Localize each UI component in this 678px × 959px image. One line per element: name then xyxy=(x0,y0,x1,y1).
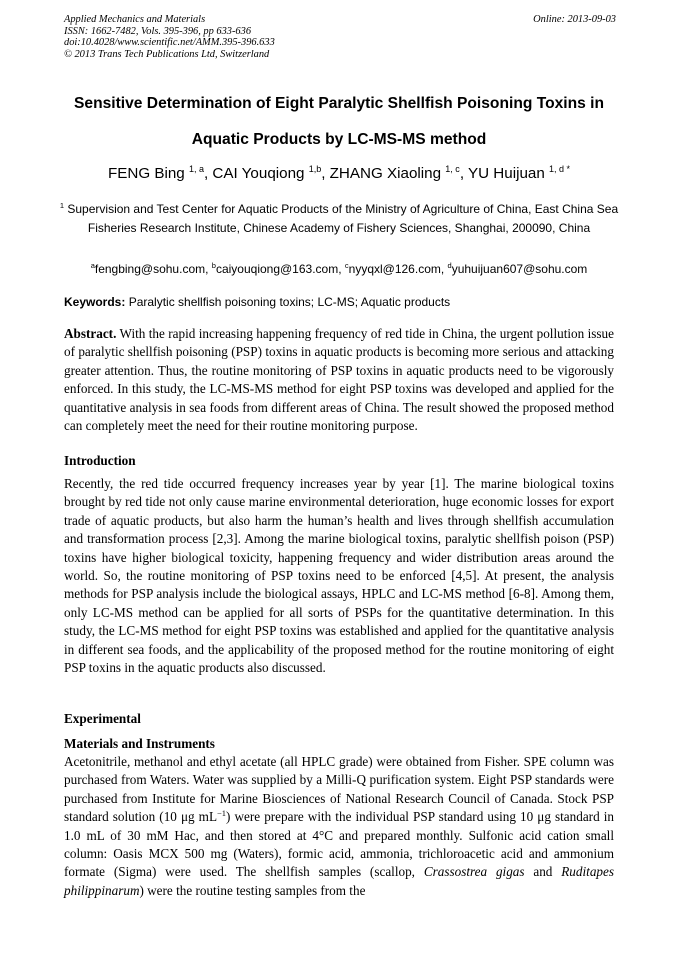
species-ruditapes: Ruditapes philippinarum xyxy=(64,864,614,898)
author-2: , CAI Youqiong xyxy=(203,165,309,182)
email-c-sup: c xyxy=(344,261,349,270)
affiliation-sup: 1 xyxy=(59,201,65,210)
journal-name: Applied Mechanics and Materials xyxy=(64,14,206,25)
email-a: fengbing@sohu.com, xyxy=(94,262,212,276)
author-1: FENG Bing xyxy=(107,165,189,182)
materials-heading: Materials and Instruments xyxy=(64,736,215,751)
email-a-sup: a xyxy=(90,261,95,270)
keywords xyxy=(64,293,616,311)
issn-line: ISSN: 1662-7482, Vols. 395-396, pp 633-636 xyxy=(64,25,252,37)
author-3-sup: 1, c xyxy=(445,164,460,174)
paper-title xyxy=(40,86,638,158)
journal-header xyxy=(64,14,616,60)
title-line-1: Sensitive Determination of Eight Paralytic Shellfish Poisoning Toxins in xyxy=(74,95,604,112)
experimental-heading: Experimental xyxy=(64,711,141,726)
materials-text-2: ) were prepare with the individual PSP standard using 10 μg standard in 1.0 mL of 30 mM Hac, and then stored at 4°C and prepared monthly. Sulfonic acid cation small column: Oasis MCX 500 mg (Waters), formic acid, ammonia, trichloroacetic acid and ammonium formate (Sigma) were used. The shellfish samples (scallop, xyxy=(64,809,614,880)
email-list xyxy=(40,260,638,278)
affiliation xyxy=(56,200,622,237)
title-line-2: Aquatic Products by LC-MS-MS method xyxy=(191,131,487,148)
author-4-sup: 1, d * xyxy=(549,164,571,174)
author-1-sup: 1, a xyxy=(188,164,204,174)
unit-superscript: −1 xyxy=(217,808,227,819)
abstract-text: With the rapid increasing happening frequency of red tide in China, the urgent pollution issue of paralytic shellfish poisoning (PSP) toxins in aquatic products is becoming more serious and attacking greater attention. Thus, the routine monitoring of PSP toxins in aquatic products need to be vigorously enforced. In this study, the LC-MS-MS method for eight PSP toxins was developed and applied for the quantitative analysis in sea foods from different areas of China. The result showed the proposed method can completely meet the need for their routine monitoring purpose. xyxy=(64,326,614,434)
email-b: caiyouqiong@163.com, xyxy=(215,262,345,276)
introduction-text: Recently, the red tide occurred frequency increases year by year [1]. The marine biological toxins brought by red tide not only cause marine environmental deterioration, huge economic losses for export trade of aquatic products, but also harm the human’s health and lives through shellfish accumulation and transformation process [2,3]. Among the marine biological toxins, paralytic shellfish poison (PSP) toxins have higher biological toxicity, happening frequency and wider distribution areas around the world. So, the routine monitoring of PSP toxins need to be enforced [4,5]. At present, the analysis methods for PSP analysis include the biological assays, HPLC and LC-MS method [6-8]. Among them, only LC-MS method can be applied for all sorts of PSPs for the quantitative determination. In this study, the LC-MS method for eight PSP toxins was established and applied for the quantitative analysis in different sea foods, and the applicability of the proposed method for the routine monitoring of eight PSP toxins in the aquatic products also discussed. xyxy=(64,476,614,676)
materials-text-4: ) were the routine testing samples from the xyxy=(139,882,366,898)
email-d-sup: d xyxy=(447,261,452,270)
introduction-heading: Introduction xyxy=(64,453,136,468)
materials-text xyxy=(64,753,614,900)
author-list xyxy=(40,164,638,184)
materials-text-1: Acetonitrile, methanol and ethyl acetate (all HPLC grade) were obtained from Fisher. SPE column was purchased from Waters. Water was supplied by a Milli-Q purification system. Eight PSP standards were purchased from Institute for Marine Biosciences of National Research Council of Canada. Stock PSP standard solution (10 μg mL xyxy=(64,754,614,825)
author-2-sup: 1,b xyxy=(308,164,322,174)
online-date: Online: 2013-09-03 xyxy=(533,14,616,25)
copyright-line: © 2013 Trans Tech Publications Ltd, Switzerland xyxy=(64,48,270,60)
materials-text-3: and xyxy=(524,864,562,880)
affiliation-text: Supervision and Test Center for Aquatic Products of the Ministry of Agriculture of China, East China Sea Fisheries Research Institute, Chinese Academy of Fishery Sciences, Shanghai, 200090, China xyxy=(64,202,619,235)
email-d: yuhuijuan607@sohu.com xyxy=(451,262,588,276)
abstract-label: Abstract. xyxy=(64,326,117,341)
species-crassostrea: Crassostrea gigas xyxy=(423,864,525,880)
doi-line: doi:10.4028/www.scientific.net/AMM.395-396.633 xyxy=(64,37,275,49)
keywords-label: Keywords: xyxy=(64,295,126,309)
author-4: , YU Huijuan xyxy=(459,165,550,182)
email-c: nyyqxl@126.com, xyxy=(348,262,448,276)
email-b-sup: b xyxy=(211,261,216,270)
keywords-text: Paralytic shellfish poisoning toxins; LC-MS; Aquatic products xyxy=(125,295,451,309)
abstract xyxy=(64,325,614,435)
author-3: , ZHANG Xiaoling xyxy=(321,165,446,182)
